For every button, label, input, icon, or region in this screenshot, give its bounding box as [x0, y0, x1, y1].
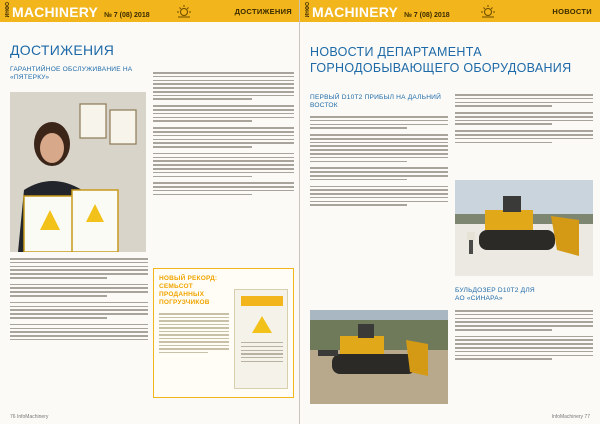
record-callout-box [153, 268, 294, 398]
section-label: ДОСТИЖЕНИЯ [234, 7, 292, 16]
right-header-bar [300, 0, 600, 22]
bulldozer-photo-1-graphic [310, 310, 448, 404]
subtitle-1-line-2: ВОСТОК [310, 102, 338, 109]
award-photo-graphic [10, 92, 146, 252]
subtitle-line-1: ГАРАНТИЙНОЕ ОБСЛУЖИВАНИЕ НА [10, 66, 133, 73]
issue-number: № 7 (08) 2018 [404, 12, 450, 20]
subtitle-2-line-1: БУЛЬДОЗЕР D10T2 ДЛЯ [455, 287, 535, 294]
right-page-bottom-text [455, 310, 593, 362]
subtitle-1-line-1: ПЕРВЫЙ D10T2 ПРИБЫЛ НА ДАЛЬНИЙ [310, 94, 442, 101]
callout-title: НОВЫЙ РЕКОРД: СЕМЬСОТ ПРОДАННЫХ ПОГРУЗЧИКОВ [159, 275, 218, 306]
bulldozer-photo-2 [455, 180, 593, 276]
subtitle-line-2: «ПЯТЕРКУ» [10, 74, 50, 81]
sun-palm-icon [176, 3, 192, 19]
left-header-bar [0, 0, 300, 22]
issue-number: № 7 (08) 2018 [104, 12, 150, 20]
right-brand [300, 2, 450, 20]
subtitle-2-line-2: АО «СИНАРА» [455, 295, 503, 302]
section-label: НОВОСТИ [552, 7, 592, 16]
left-footer: 76 InfoMachinery [10, 414, 49, 420]
award-photo [10, 92, 146, 252]
title-line-1: НОВОСТИ ДЕПАРТАМЕНТА [310, 45, 482, 59]
article-subtitle [10, 66, 145, 82]
right-footer: InfoMachinery 77 [551, 414, 590, 420]
bulldozer-photo-1 [310, 310, 448, 404]
brand-prefix: ИНФО [305, 1, 311, 18]
right-page-right-column-text [455, 94, 593, 145]
right-page-left-column-text [310, 116, 448, 208]
certificate-image [234, 289, 288, 389]
bulldozer-photo-2-graphic [455, 180, 593, 276]
brand-logo: MACHINERY [312, 4, 399, 21]
brand-logo: MACHINERY [12, 4, 99, 21]
brand-prefix: ИНФО [5, 1, 11, 18]
left-column-text [10, 258, 148, 343]
article-subtitle-1 [310, 94, 448, 110]
title-line-2: ГОРНОДОБЫВАЮЩЕГО ОБОРУДОВАНИЯ [310, 61, 572, 75]
article-subtitle-2 [455, 287, 593, 303]
right-page [300, 0, 600, 424]
sun-palm-icon [480, 3, 496, 19]
left-brand [0, 2, 150, 20]
page-title: ДОСТИЖЕНИЯ [10, 42, 115, 58]
page-title [310, 44, 595, 76]
right-column-text [153, 72, 294, 197]
callout-text [159, 313, 229, 355]
